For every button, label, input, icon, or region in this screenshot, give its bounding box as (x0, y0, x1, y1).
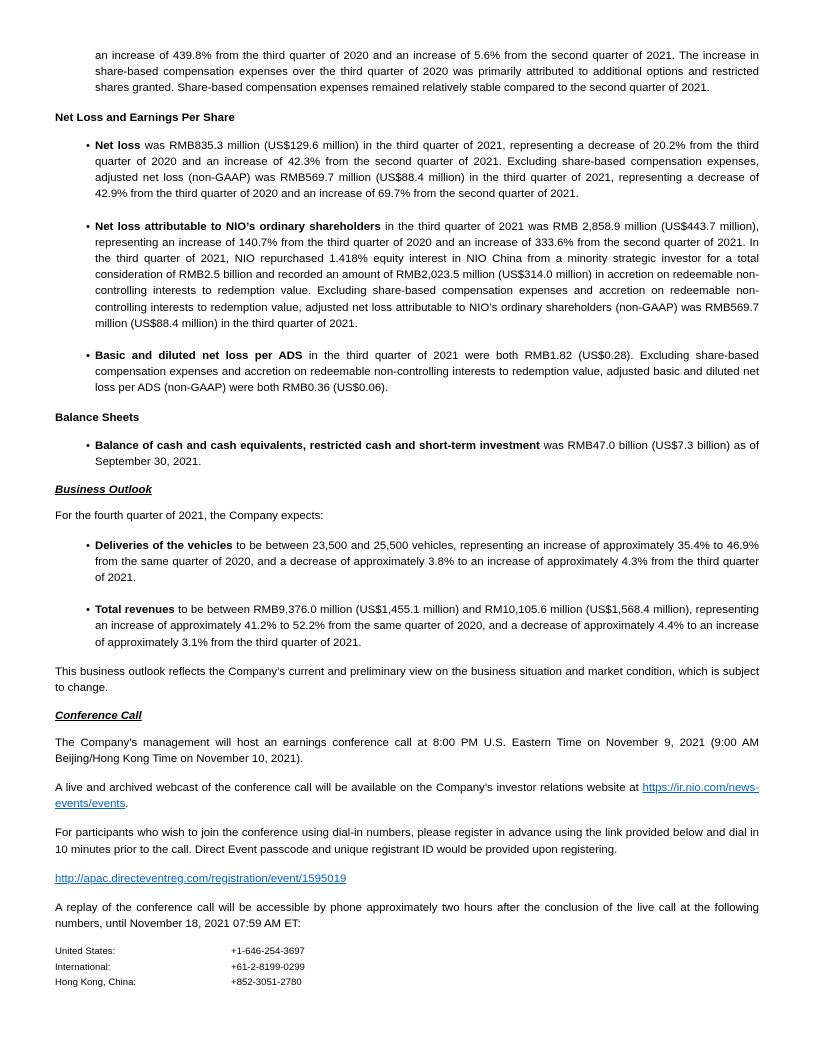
table-row (55, 975, 759, 991)
outlook-list (55, 538, 759, 651)
bullet-icon: • (86, 220, 90, 233)
item-text: was RMB835.3 million (US$129.6 million) in the third quarter of 2021, representing a decrease of 20.2% from the third quarter of 2020 and an increase of 42.3% from the second quarter of 2021. Excluding share-based compensation expenses, adjusted net loss (non-GAAP) was RMB569.7 million (US$88.4 million) in the third quarter of 2021, representing a decrease of 42.9% from the third quarter of 2020 and an increase of 69.7% from the second quarter of 2021. (95, 139, 759, 201)
table-row (55, 944, 759, 960)
balance-sheets-heading: Balance Sheets (55, 411, 140, 424)
phone-region: International: (55, 961, 111, 973)
list-item (86, 438, 759, 470)
bullet-icon: • (86, 139, 90, 152)
conference-para-dialin: For participants who wish to join the conference using dial-in numbers, please register in advance using the link provided below and dial in 10 minutes prior to the call. Direct Event passcode and unique registrant ID would be provided upon registering. (55, 827, 759, 856)
balance-list (55, 438, 759, 470)
bullet-icon: • (86, 539, 90, 552)
bullet-icon: • (86, 439, 90, 452)
replay-phone-table (55, 944, 759, 991)
bullet-icon: • (86, 604, 90, 617)
registration-link[interactable]: http://apac.directeventreg.com/registration/event/1595019 (55, 872, 347, 885)
phone-number: +852-3051-2780 (231, 977, 302, 989)
item-bold-lead: Net loss (95, 139, 141, 152)
item-text: in the third quarter of 2021 was RMB 2,858.9 million (US$443.7 million), representing an increase of 140.7% from the third quarter of 2020 and an increase of 333.6% from the second quarter of 2021. In the third quarter of 2021, NIO repurchased 1.418% equity interest in NIO China from a minority strategic investor for a total consideration of RMB2.5 billion and recorded an amount of RMB2,023.5 million (US$314.0 million) in accretion on redeemable non-controlling interests to redemption value. Excluding share-based compensation expenses and accretion on redeemable non-controlling interests to redemption value, adjusted net loss attributable to NIO’s ordinary shareholders (non-GAAP) was RMB569.7 million (US$88.4 million) in the third quarter of 2021. (95, 220, 760, 330)
webcast-text: A live and archived webcast of the conference call will be available on the Company’s investor relations website at (55, 781, 643, 794)
webcast-text-end: . (125, 798, 129, 811)
item-bold-lead: Basic and diluted net loss per ADS (95, 350, 303, 363)
list-item (86, 348, 759, 397)
phone-number: +61-2-8199-0299 (231, 961, 305, 973)
bullet-icon: • (86, 350, 90, 363)
conference-para-time: The Company’s management will host an earnings conference call at 8:00 PM U.S. Eastern Time on November 9, 2021 (9:00 AM Beijing/Hong Kong Time on November 10, 2021). (55, 736, 759, 765)
conference-para-webcast (55, 780, 759, 812)
conference-para-replay: A replay of the conference call will be accessible by phone approximately two hours after the conclusion of the live call at the following numbers, until November 18, 2021 07:59 AM ET: (55, 901, 759, 931)
item-text: to be between RMB9,376.0 million (US$1,455.1 million) and RM10,105.6 million (US$1,568.4 million), representing an increase of approximately 41.2% to 52.2% from the same quarter of 2020, and a decrease of approximately 4.4% to an increase of approximately 3.1% from the third quarter of 2021. (95, 604, 759, 649)
list-item (86, 138, 759, 203)
net-loss-heading: Net Loss and Earnings Per Share (55, 111, 235, 124)
item-bold-lead: Deliveries of the vehicles (95, 539, 233, 552)
item-text: in the third quarter of 2021 were both RMB1.82 (US$0.28). Excluding share-based compensation expenses and accretion on redeemable non-controlling interests to redemption value, adjusted basic and diluted net loss per ADS (non-GAAP) were both RMB0.36 (US$0.06). (95, 350, 759, 395)
outlook-closing: This business outlook reflects the Company’s current and preliminary view on the business situation and market condition, which is subject to change. (55, 665, 759, 695)
conference-call-heading: Conference Call (55, 710, 142, 723)
document-page (55, 48, 759, 991)
table-row (55, 960, 759, 976)
item-text: was RMB47.0 billion (US$7.3 billion) as of September 30, 2021. (95, 439, 759, 469)
investor-relations-link[interactable]: https://ir.nio.com/news-events/events (55, 781, 759, 811)
business-outlook-heading: Business Outlook (55, 484, 152, 497)
net-loss-list (55, 138, 759, 397)
list-item (86, 219, 760, 332)
item-bold-lead: Balance of cash and cash equivalents, restricted cash and short-term investment (95, 439, 540, 452)
item-bold-lead: Total revenues (95, 604, 175, 617)
outlook-lead: For the fourth quarter of 2021, the Company expects: (55, 510, 324, 523)
item-bold-lead: Net loss attributable to NIO’s ordinary shareholders (95, 220, 381, 233)
intro-paragraph: an increase of 439.8% from the third quarter of 2020 and an increase of 5.6% from the second quarter of 2021. The increase in share-based compensation expenses over the third quarter of 2020 was primarily attributed to additional options and restricted shares granted. Share-based compensation expenses remained relatively stable compared to the second quarter of 2021. (95, 50, 759, 95)
phone-region: Hong Kong, China: (55, 977, 137, 989)
registration-link-paragraph (55, 871, 759, 887)
list-item (86, 538, 759, 587)
phone-region: United States: (55, 946, 116, 958)
list-item (86, 602, 759, 651)
phone-number: +1-646-254-3697 (231, 946, 305, 958)
item-text: to be between 23,500 and 25,500 vehicles, representing an increase of approximately 35.4% to 46.9% from the same quarter of 2020, and a decrease of approximately 3.8% to an increase of approximately 4.3% from the third quarter of 2021. (95, 539, 759, 585)
